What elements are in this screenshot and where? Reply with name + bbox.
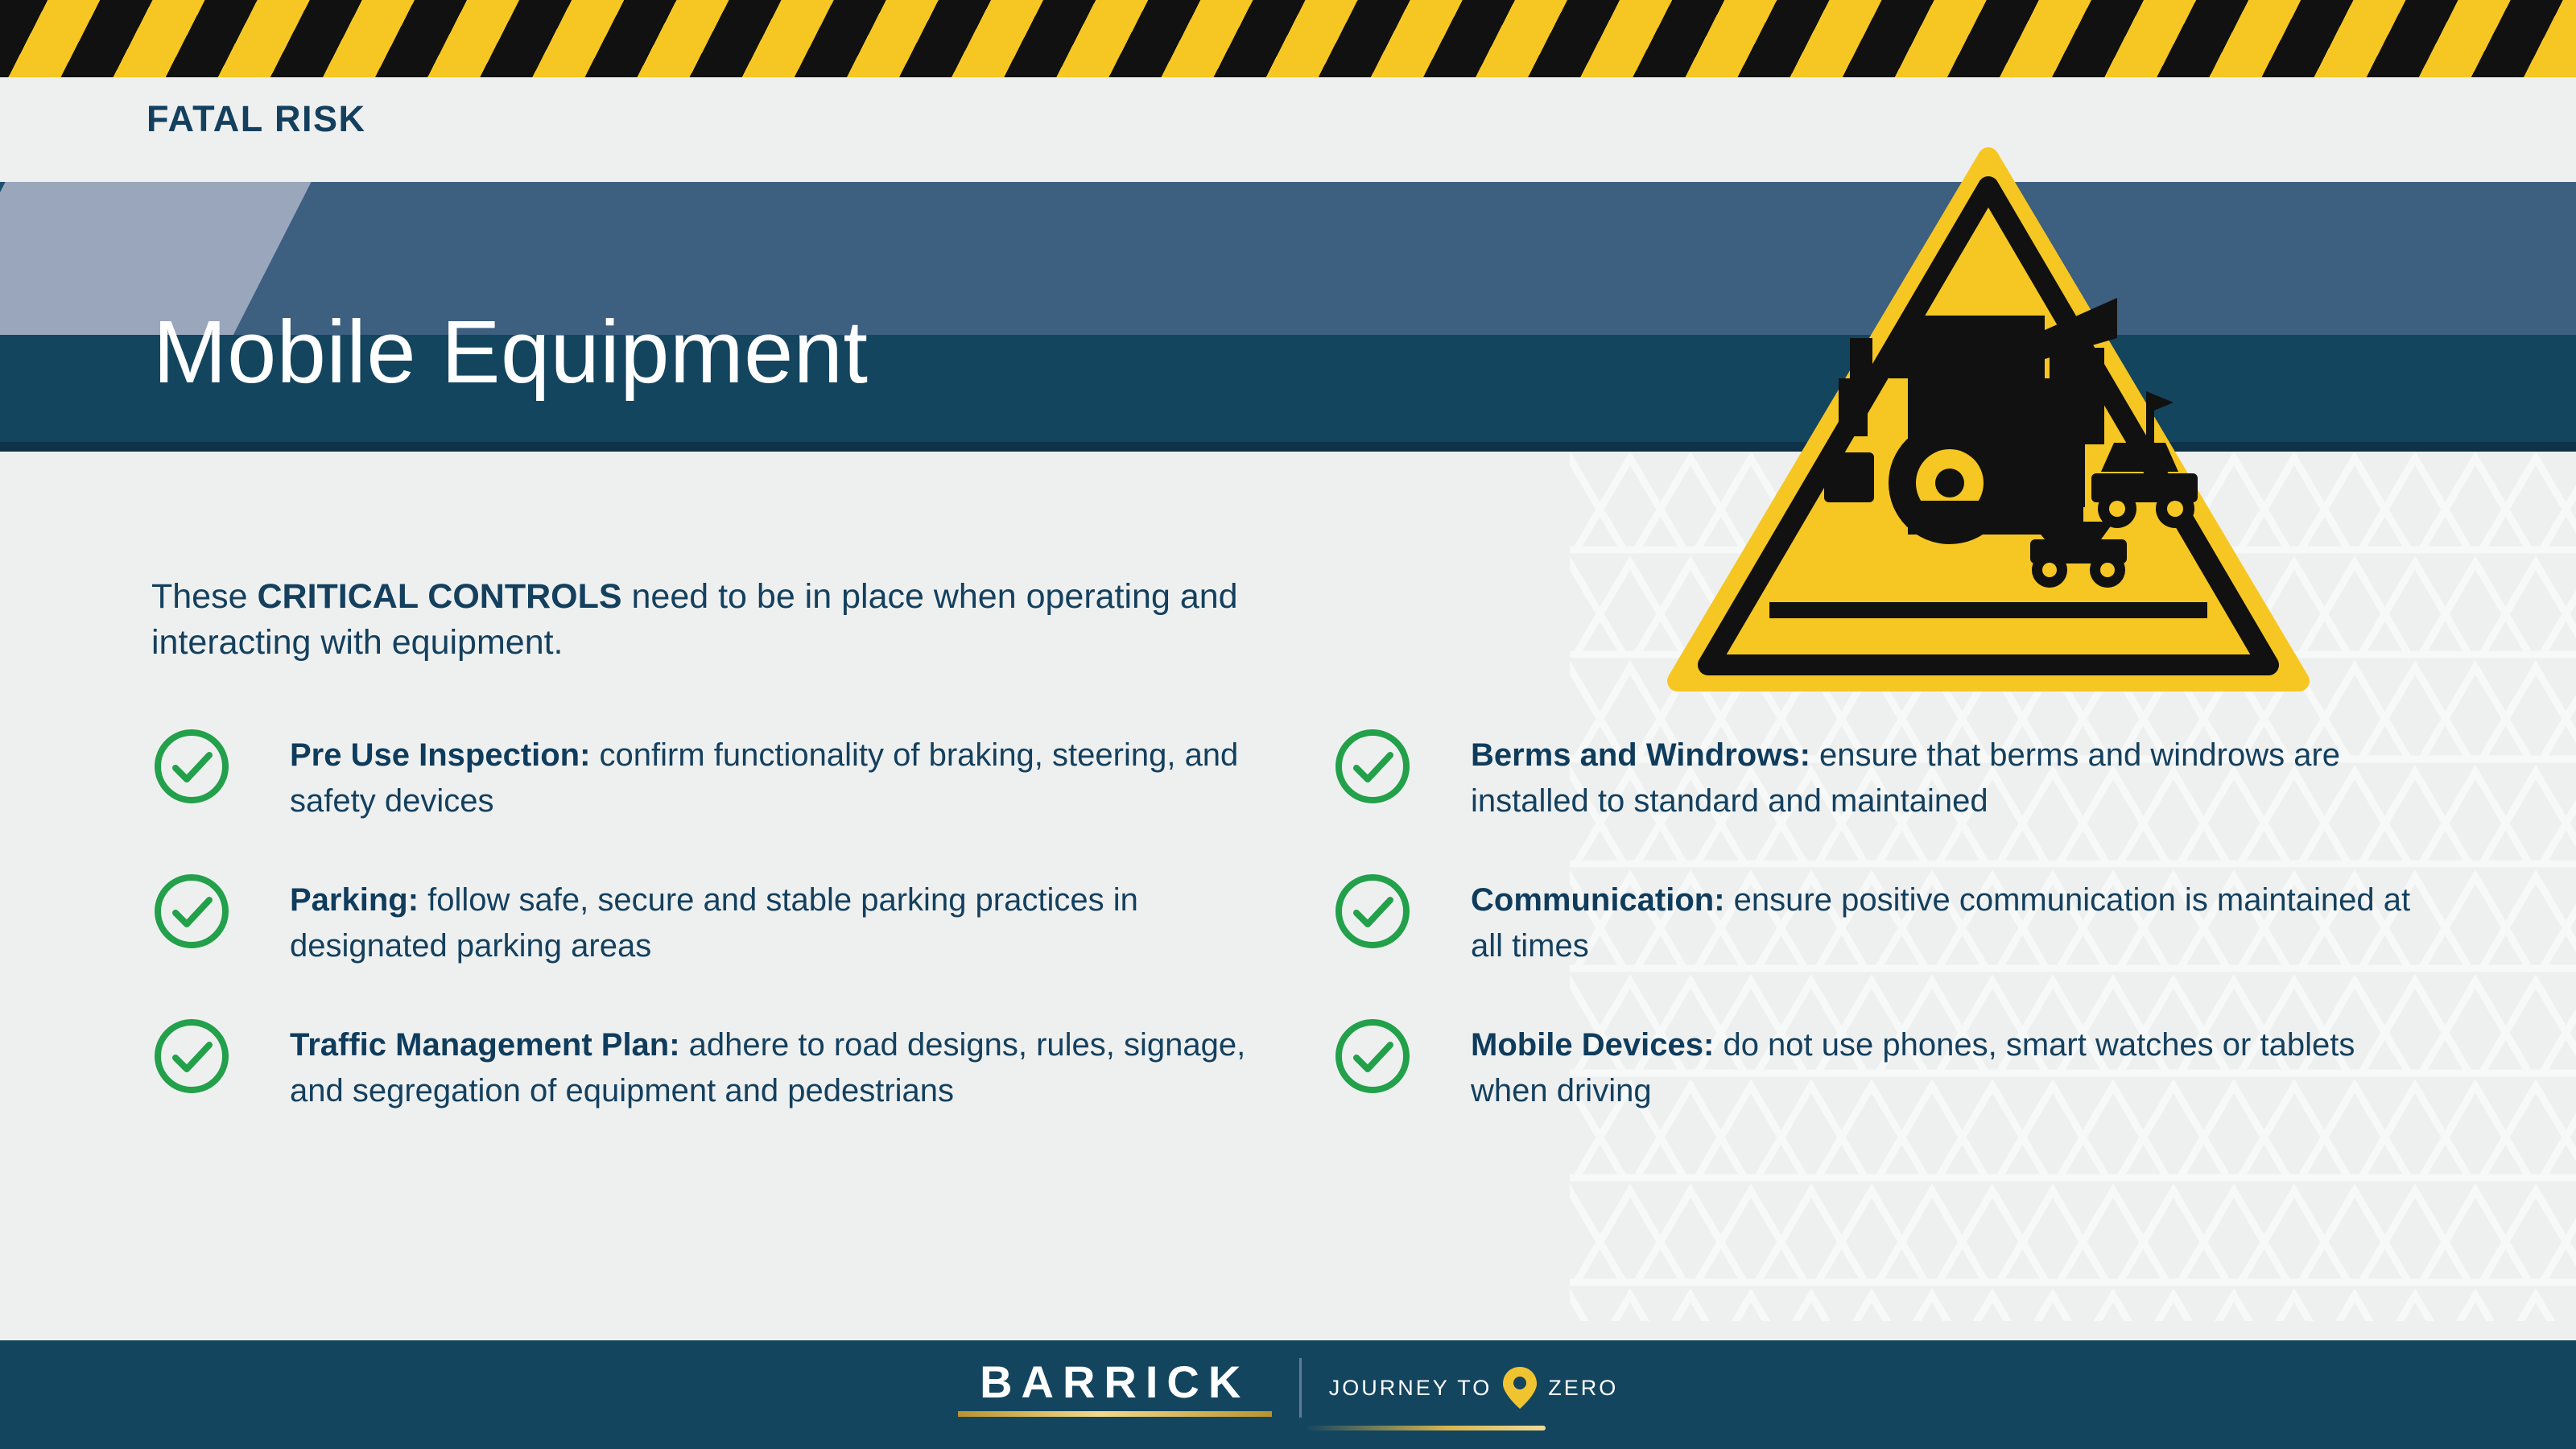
control-item: [1332, 733, 2427, 829]
journey-to-zero-text-before: JOURNEY TO: [1328, 1375, 1492, 1400]
journey-to-zero-underline: [1304, 1426, 1546, 1430]
barrick-logo: [958, 1356, 1272, 1417]
control-title: Pre Use Inspection:: [290, 737, 591, 773]
controls-column-right: [1332, 733, 2427, 1167]
fatal-risk-label: FATAL RISK: [147, 98, 366, 139]
control-body: do not use phones, smart watches or tablets when driving: [1471, 1027, 2355, 1108]
intro-emphasis: CRITICAL CONTROLS: [257, 577, 622, 616]
check-circle-icon: [151, 1016, 232, 1096]
control-item: [1332, 1022, 2427, 1119]
control-text: [1471, 733, 2427, 824]
control-body: follow safe, secure and stable parking practices in designated parking areas: [290, 882, 1138, 964]
page-title: Mobile Equipment: [153, 302, 869, 402]
journey-to-zero-logo: [1329, 1365, 1619, 1410]
intro-paragraph: [151, 574, 1262, 666]
control-text: [1471, 877, 2427, 969]
footer-bar: [0, 1340, 2576, 1449]
control-title: Berms and Windrows:: [1471, 737, 1810, 773]
intro-after: need to be in place when operating and interacting with equipment.: [151, 577, 1238, 662]
control-item: [1332, 877, 2427, 974]
check-circle-icon: [151, 726, 232, 807]
check-circle-icon: [151, 871, 232, 952]
control-title: Mobile Devices:: [1471, 1027, 1715, 1063]
intro-before: These: [151, 577, 258, 616]
check-circle-icon: [1332, 1016, 1413, 1096]
control-body: ensure that berms and windrows are installed to standard and maintained: [1471, 737, 2341, 819]
control-body: adhere to road designs, rules, signage, and segregation of equipment and pedestrians: [290, 1027, 1246, 1108]
control-text: [290, 1022, 1246, 1114]
control-title: Traffic Management Plan:: [290, 1027, 680, 1063]
location-pin-icon: [1501, 1365, 1538, 1410]
footer-divider: [1299, 1358, 1302, 1418]
control-text: [290, 733, 1246, 824]
control-item: [151, 733, 1246, 829]
controls-column-left: [151, 733, 1246, 1167]
barrick-wordmark: BARRICK: [980, 1356, 1250, 1407]
control-text: [290, 877, 1246, 969]
control-body: confirm functionality of braking, steering, and safety devices: [290, 737, 1239, 819]
control-item: [151, 877, 1246, 974]
control-body: ensure positive communication is maintained at all times: [1471, 882, 2411, 964]
barrick-gold-underline: [958, 1411, 1272, 1417]
control-item: [151, 1022, 1246, 1119]
control-title: Parking:: [290, 882, 419, 918]
mobile-equipment-hazard-triangle-icon: [1666, 137, 2310, 700]
check-circle-icon: [1332, 871, 1413, 952]
footer-content: [0, 1358, 2576, 1418]
control-title: Communication:: [1471, 882, 1725, 918]
check-circle-icon: [1332, 726, 1413, 807]
journey-to-zero-text-after: ZERO: [1548, 1375, 1619, 1400]
control-text: [1471, 1022, 2427, 1114]
hazard-stripe-banner: [0, 0, 2576, 77]
